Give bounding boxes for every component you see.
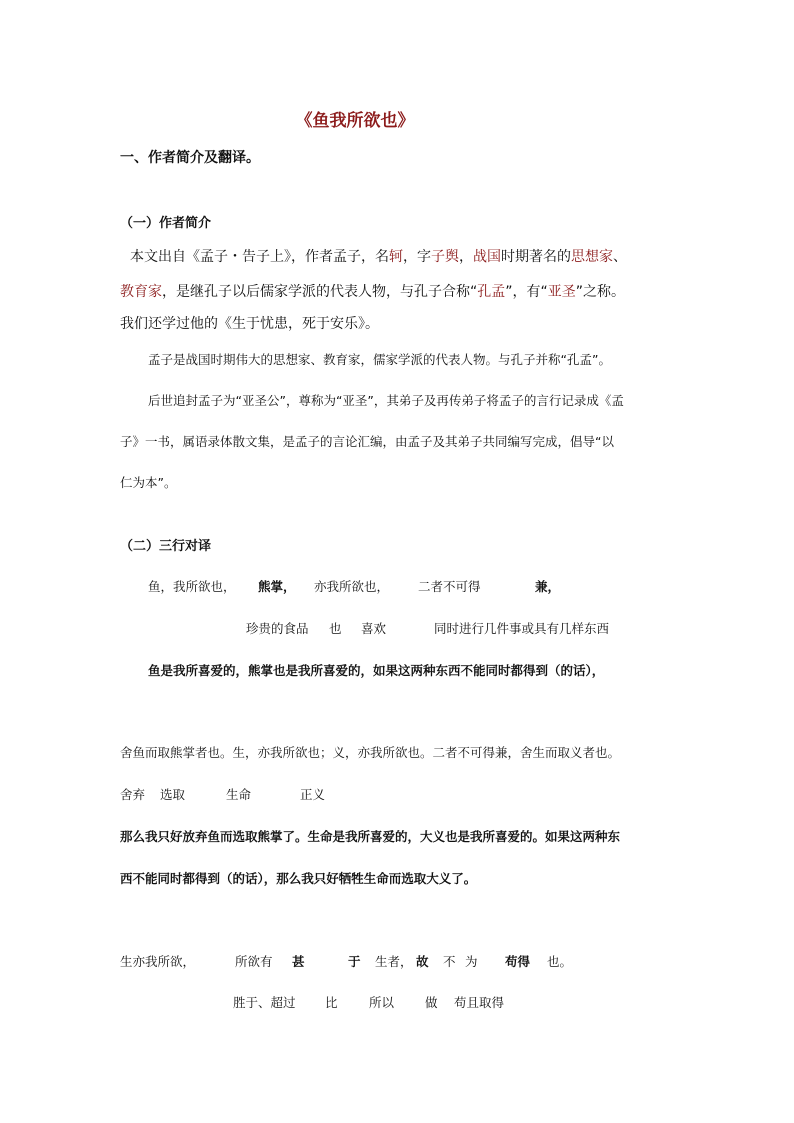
translation-line: 鱼是我所喜爱的，熊掌也是我所喜爱的，如果这两种东西不能同时都得到（的话），: [148, 663, 605, 678]
original-word: 于: [348, 954, 361, 969]
original-word: 熊掌，: [258, 579, 296, 594]
original-word: 生者，: [375, 954, 413, 969]
translation-line-1: 那么我只好放弃鱼而选取熊掌了。生命是我所喜爱的，大义也是我所喜爱的。如果这两种东: [120, 829, 621, 844]
text: 本文出自《孟子・告子上》，作者孟子，名: [130, 249, 389, 265]
original-word: 兼，: [535, 579, 561, 594]
gloss-word: 做: [425, 995, 438, 1010]
text: ，字: [403, 249, 431, 265]
highlight: 亚圣: [547, 284, 576, 300]
original-word: 二者不可得: [418, 579, 481, 594]
gloss-word: 正义: [300, 787, 326, 802]
original-line: 鱼，我所欲也，: [148, 579, 236, 594]
subsection-heading-author: （一）作者简介: [120, 216, 212, 231]
gloss-word: 也: [329, 621, 342, 636]
intro-line-2: [120, 281, 625, 301]
original-word: 苟得: [505, 954, 531, 969]
paragraph-legacy-line-2: 子》一书，属语录体散文集，是孟子的言论汇编，由孟子及其弟子共同编写完成，倡导“以: [120, 434, 614, 449]
highlight: 轲: [389, 249, 403, 265]
text: ”之称。: [575, 284, 626, 300]
subsection-heading-translation: （二）三行对译: [120, 539, 212, 554]
text: ，: [459, 249, 473, 265]
original-word: 甚: [292, 954, 305, 969]
original-word: 不: [443, 954, 456, 969]
highlight: 思想家: [571, 249, 613, 265]
gloss-word: 苟且取得: [454, 995, 505, 1010]
text: 时期著名的: [501, 249, 571, 265]
document-title: 《鱼我所欲也》: [295, 111, 415, 131]
highlight: 教育家: [120, 284, 162, 300]
translation-line-2: 西不能同时都得到（的话），那么我只好牺牲生命而选取大义了。: [120, 871, 477, 886]
paragraph-mencius: 孟子是战国时期伟大的思想家、教育家，儒家学派的代表人物。与孔子并称“孔孟”。: [148, 352, 611, 367]
intro-line-1: [130, 246, 627, 266]
original-word: 也。: [547, 954, 573, 969]
original-word: 为: [465, 954, 478, 969]
gloss-word: 同时进行几件事或具有几样东西: [434, 621, 610, 636]
gloss-word: 喜欢: [361, 621, 387, 636]
highlight: 孔孟: [477, 284, 506, 300]
gloss-word: 比: [325, 995, 338, 1010]
gloss-word: 生命: [226, 787, 252, 802]
text: ，是继孔子以后儒家学派的代表人物，与孔子合称“: [162, 284, 478, 300]
original-word: 所欲有: [235, 954, 273, 969]
gloss-word: 选取: [160, 787, 186, 802]
gloss-word: 珍贵的食品: [246, 621, 309, 636]
text: 、: [613, 249, 627, 265]
gloss-word: 舍弃: [120, 787, 146, 802]
original-word: 故: [416, 954, 429, 969]
gloss-word: 所以: [369, 995, 395, 1010]
paragraph-legacy-line-3: 仁为本”。: [120, 475, 177, 490]
intro-line-3: 我们还学过他的《生于忧患，死于安乐》。: [120, 316, 379, 332]
gloss-word: 胜于、超过: [233, 995, 296, 1010]
highlight: 子舆: [431, 249, 459, 265]
highlight: 战国: [473, 249, 501, 265]
section-heading: 一、作者简介及翻译。: [120, 150, 260, 166]
paragraph-legacy-line-1: 后世追封孟子为“亚圣公”，尊称为“亚圣”，其弟子及再传弟子将孟子的言行记录成《孟: [148, 393, 624, 408]
original-line: 舍鱼而取熊掌者也。生，亦我所欲也；义，亦我所欲也。二者不可得兼，舍生而取义者也。: [120, 745, 621, 760]
text: ”，有“: [505, 284, 548, 300]
original-word: 亦我所欲也，: [314, 579, 390, 594]
original-word: 生亦我所欲，: [120, 954, 196, 969]
